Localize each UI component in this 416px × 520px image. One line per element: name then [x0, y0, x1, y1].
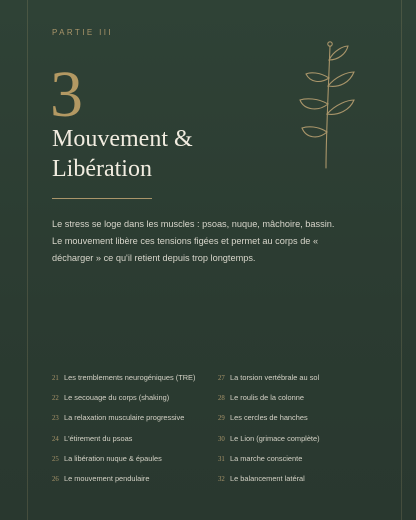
chapter-intro [52, 216, 352, 267]
toc-label: La marche consciente [230, 453, 303, 463]
toc-number: 23 [52, 415, 59, 423]
toc-number: 24 [52, 435, 59, 443]
part-label: PARTIE III [52, 28, 114, 37]
right-margin-line [401, 0, 402, 520]
chapter-number: 3 [50, 58, 83, 131]
toc-number: 31 [218, 455, 225, 463]
toc-number: 32 [218, 475, 225, 483]
left-margin-line [27, 0, 28, 520]
leaf-branch-icon [290, 38, 362, 170]
toc-number: 27 [218, 375, 225, 382]
contents-column-right [218, 373, 378, 494]
toc-label: Le Lion (grimace complète) [230, 433, 320, 443]
toc-label: La relaxation musculaire progressive [64, 413, 185, 423]
intro-line-2: Le mouvement libère ces tensions figées et permet au corps de « décharger » ce qu'il retient depuis trop longtemps. [52, 236, 319, 263]
toc-label: L'étirement du psoas [64, 433, 133, 443]
toc-label: La torsion vertébrale au sol [230, 373, 320, 382]
chapter-title: Mouvement & Libération [52, 126, 193, 182]
toc-number: 22 [52, 395, 59, 403]
toc-label: Les cercles de hanches [230, 413, 308, 423]
toc-number: 21 [52, 375, 59, 382]
contents-column-left [52, 373, 212, 494]
toc-label: Le secouage du corps (shaking) [64, 393, 170, 403]
title-divider [52, 198, 152, 199]
toc-item[interactable] [218, 474, 378, 494]
toc-item[interactable] [52, 373, 212, 393]
toc-item[interactable] [52, 474, 212, 494]
toc-label: Le balancement latéral [230, 473, 305, 483]
toc-label: Le roulis de la colonne [230, 393, 304, 403]
toc-item[interactable] [52, 454, 212, 474]
toc-item[interactable] [218, 454, 378, 474]
toc-item[interactable] [52, 393, 212, 413]
toc-label: La libération nuque & épaules [64, 453, 162, 463]
toc-number: 25 [52, 455, 59, 463]
toc-label: Les tremblements neurogéniques (TRE) [64, 373, 196, 382]
toc-item[interactable] [218, 434, 378, 454]
toc-number: 30 [218, 435, 225, 443]
toc-label: Le mouvement pendulaire [64, 473, 150, 483]
toc-item[interactable] [218, 413, 378, 433]
toc-item[interactable] [218, 373, 378, 393]
intro-line-1: Le stress se loge dans les muscles : psoas, nuque, mâchoire, bassin. [52, 219, 335, 229]
toc-item[interactable] [52, 413, 212, 433]
toc-number: 29 [218, 415, 225, 423]
toc-item[interactable] [52, 434, 212, 454]
toc-number: 28 [218, 395, 225, 403]
toc-number: 26 [52, 475, 59, 483]
toc-item[interactable] [218, 393, 378, 413]
